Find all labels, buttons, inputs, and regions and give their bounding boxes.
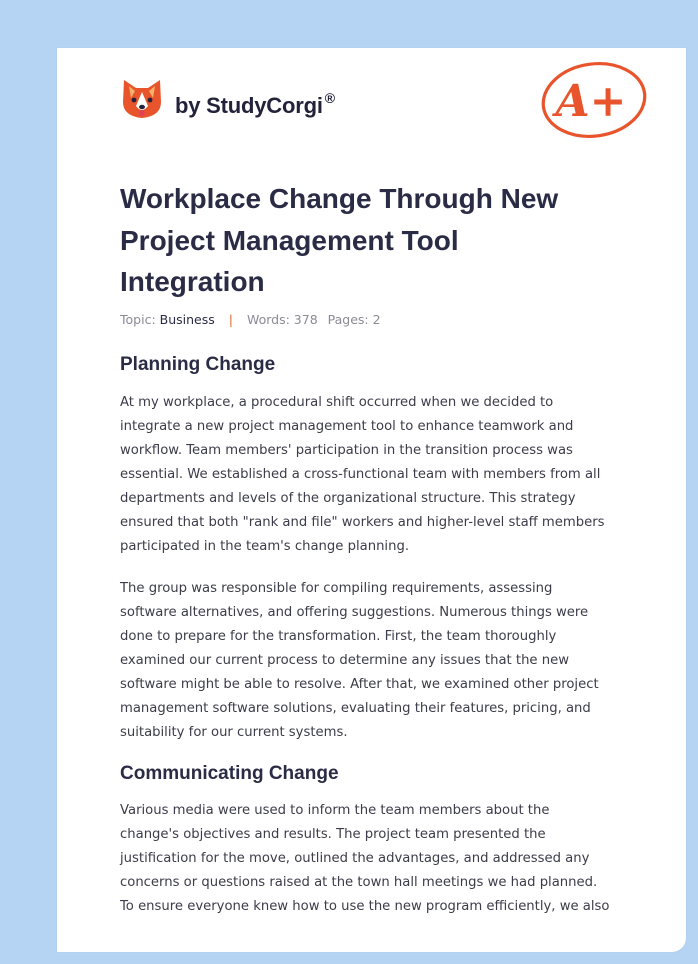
document-meta: Topic: Business | Words: 378 Pages: 2: [120, 312, 381, 327]
paragraph: Various media were used to inform the team members about the change's objectives and results. The project team presented the justification for the move, outlined the advantages, and addressed any concerns or questions raised at the town hall meetings we had planned. To ensure everyone knew how to use the new program efficiently, we also: [120, 803, 610, 914]
section-heading: Communicating Change: [120, 763, 339, 784]
corgi-icon: [121, 76, 163, 122]
page-title: Workplace Change Through New Project Management Tool Integration: [120, 183, 559, 297]
paragraph: At my workplace, a procedural shift occurred when we decided to integrate a new project management tool to enhance teamwork and workflow. Team members' participation in the transition process was essential. We established a cross-functional team with members from all departments and levels of the organizational structure. This strategy ensured that both "rank and file" workers and higher-level staff members participated in the team's change planning.: [120, 395, 605, 554]
document-page: [57, 48, 686, 952]
studycorgi-logo[interactable]: [121, 76, 335, 122]
paragraph: The group was responsible for compiling requirements, assessing software alternatives, and offering suggestions. Numerous things were done to prepare for the transformation. First, the team thoroughly examined our current process to determine any issues that the new software might be able to resolve. After that, we examined other project management software solutions, evaluating their features, pricing, and suitability for our current systems.: [120, 581, 599, 740]
svg-text:A+: A+: [555, 76, 627, 127]
a-plus-grade-badge: [539, 58, 649, 140]
section-heading: Planning Change: [120, 354, 276, 375]
brand-name: by StudyCorgi ®: [175, 89, 335, 118]
topic-link[interactable]: Business: [159, 312, 215, 327]
